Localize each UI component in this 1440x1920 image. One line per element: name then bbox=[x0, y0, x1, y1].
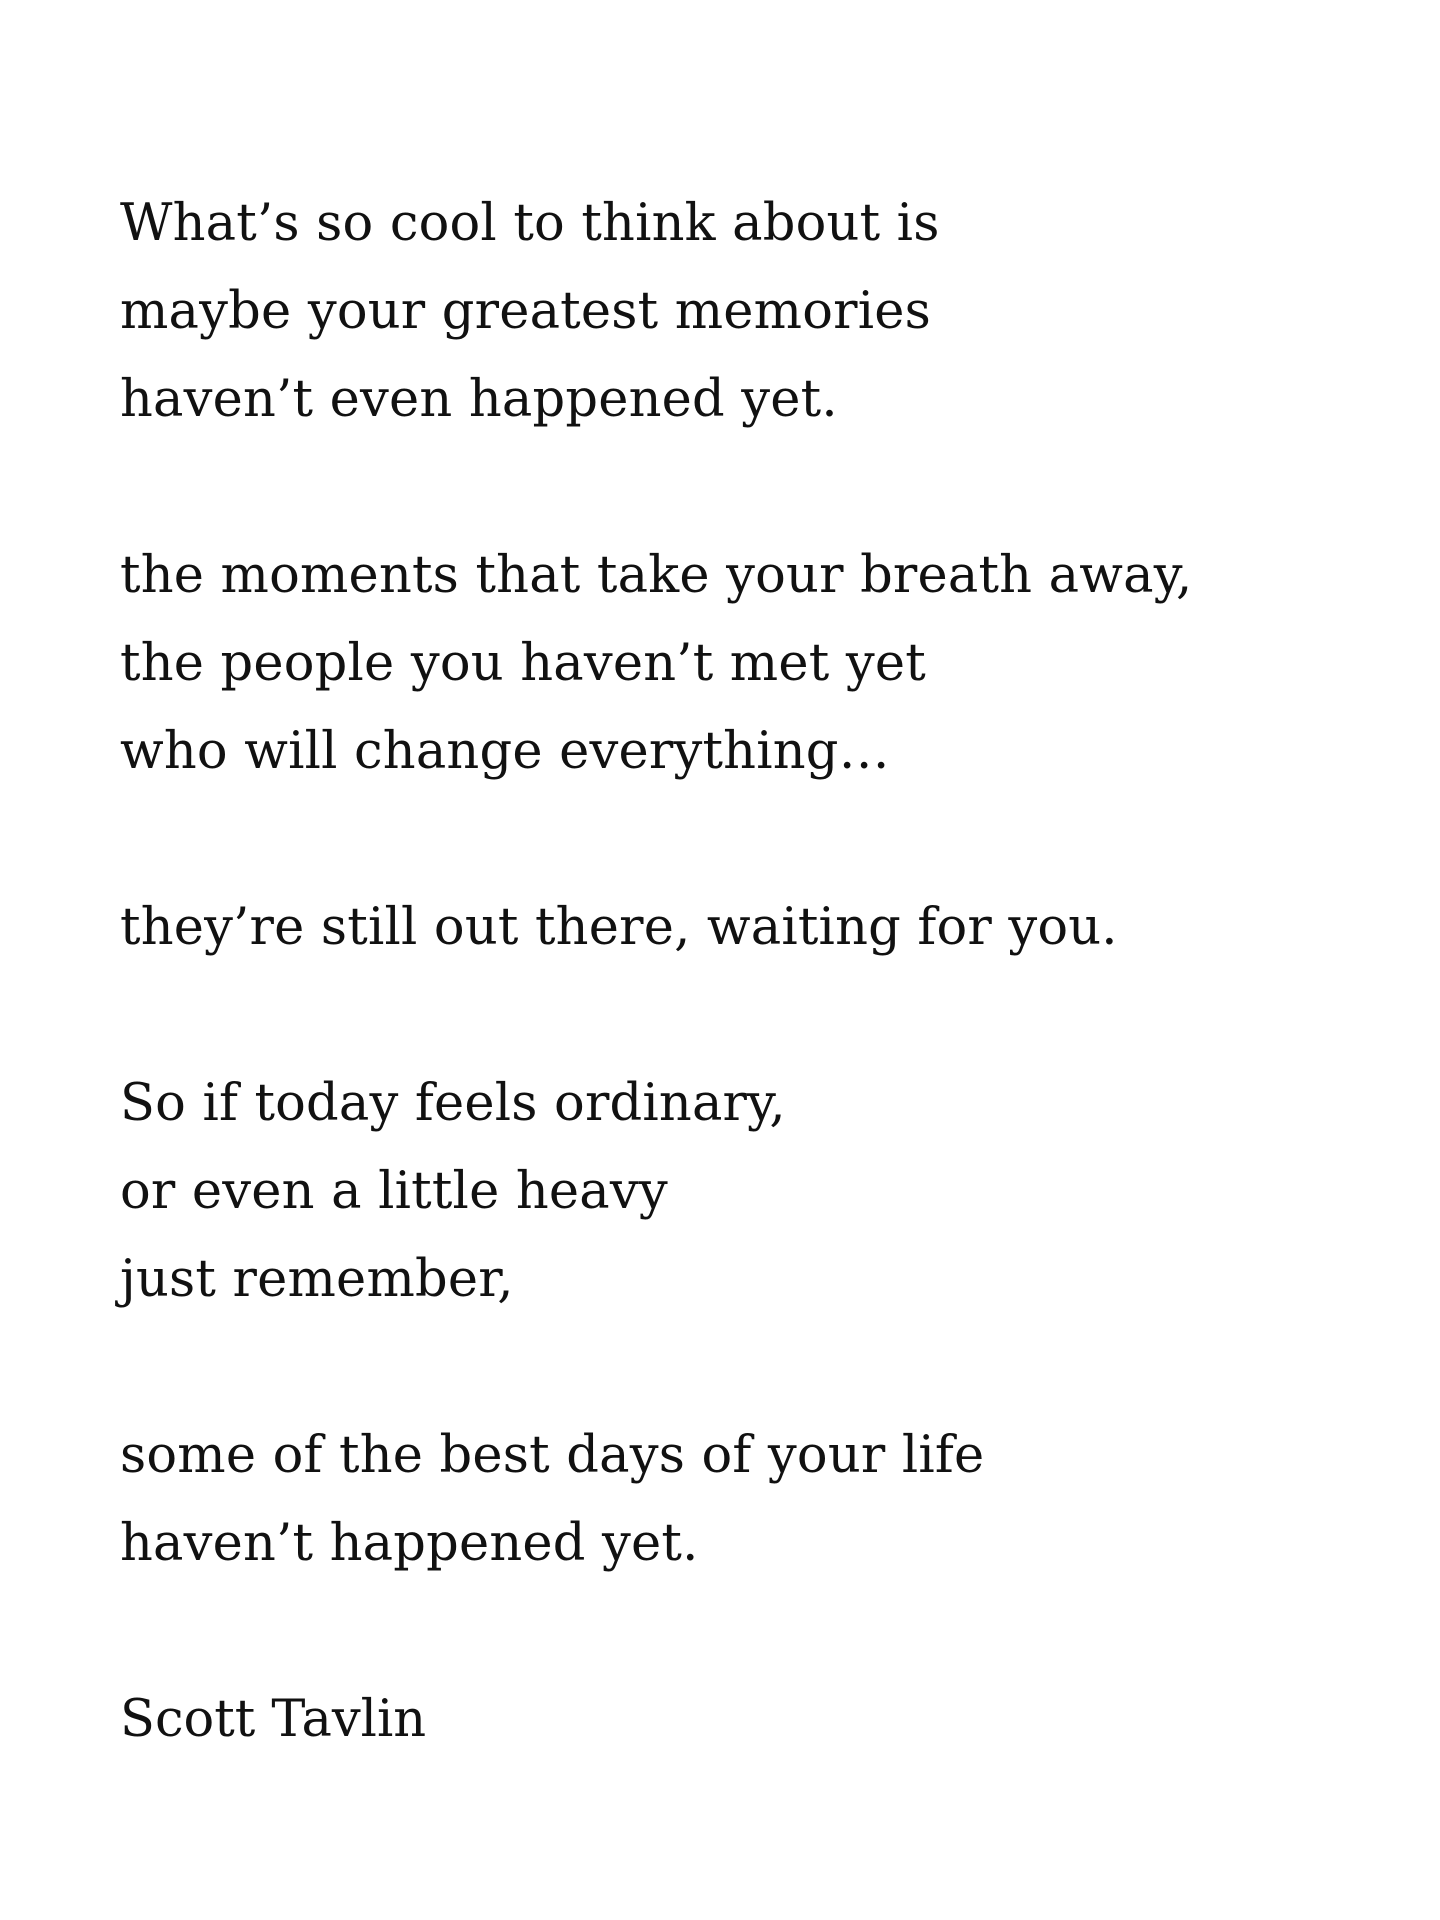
poem-line: maybe your greatest memories bbox=[120, 282, 931, 341]
stanza-4 bbox=[120, 1060, 1340, 1324]
stanza-3 bbox=[120, 884, 1340, 972]
poem-line: haven’t even happened yet. bbox=[120, 370, 838, 429]
poem-line: they’re still out there, waiting for you. bbox=[120, 898, 1118, 957]
poem-line: the moments that take your breath away, bbox=[120, 546, 1193, 605]
poem-line: or even a little heavy bbox=[120, 1162, 668, 1221]
poem-line: What’s so cool to think about is bbox=[120, 194, 940, 253]
poem-line: who will change everything… bbox=[120, 722, 890, 781]
poem-line: So if today feels ordinary, bbox=[120, 1074, 786, 1133]
stanza-2 bbox=[120, 532, 1340, 796]
author-name: Scott Tavlin bbox=[120, 1690, 427, 1749]
poem-line: the people you haven’t met yet bbox=[120, 634, 926, 693]
poem-line: some of the best days of your life bbox=[120, 1426, 985, 1485]
stanza-5 bbox=[120, 1412, 1340, 1588]
stanza-1 bbox=[120, 180, 1340, 444]
poem-text bbox=[120, 180, 1340, 1764]
poem-line: haven’t happened yet. bbox=[120, 1514, 699, 1573]
poem-line: just remember, bbox=[120, 1250, 514, 1309]
